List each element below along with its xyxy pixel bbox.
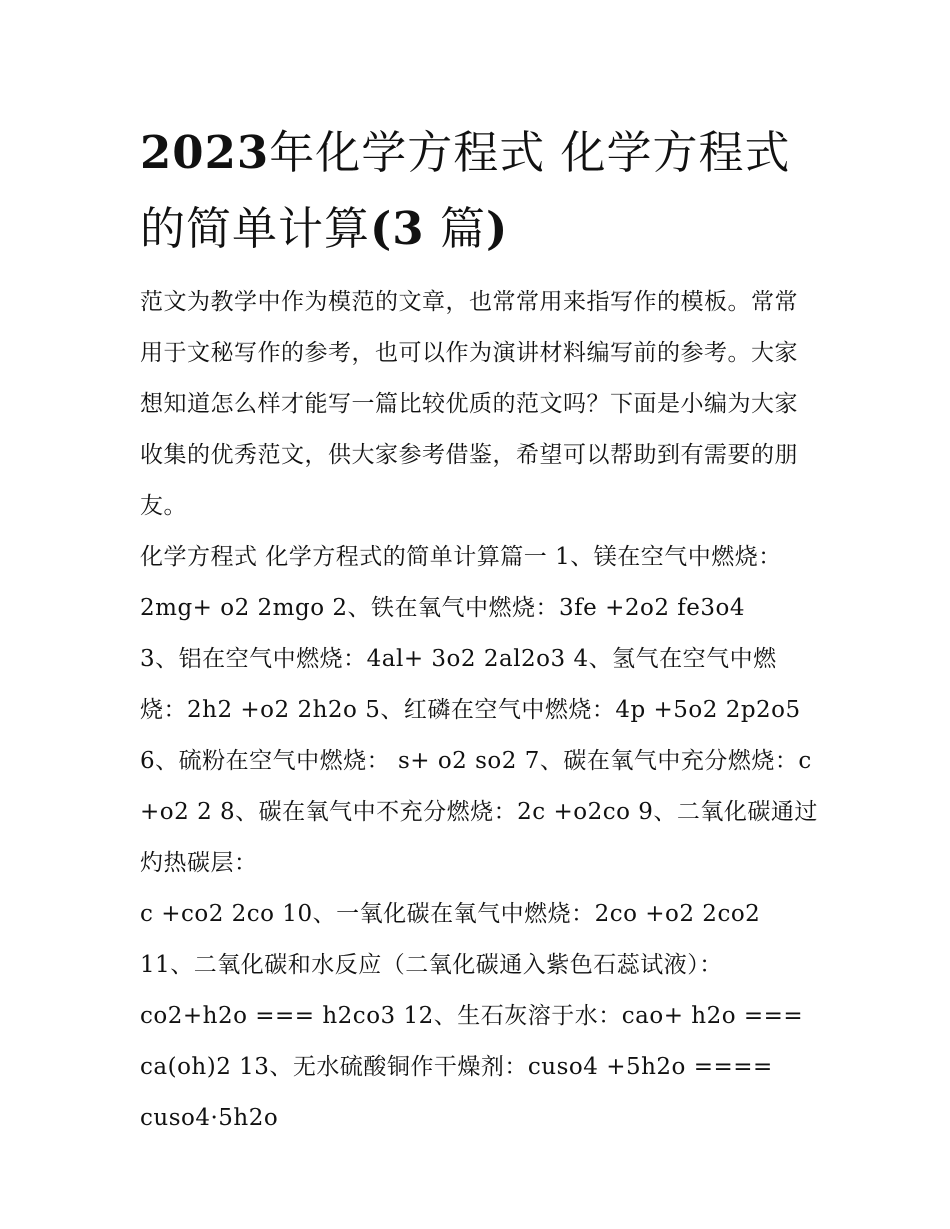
equation-paragraph-2: 3、铝在空气中燃烧：4al+ 3o2 2al2o3 4、氢气在空气中燃烧：2h2 +o2 2h2o 5、红磷在空气中燃烧：4p +5o2 2p2o5 [140,646,801,723]
title-count: (3 [370,202,425,255]
equation-paragraph-4: c +co2 2co 10、一氧化碳在氧气中燃烧：2co +o2 2co2 11、二氧化碳和水反应（二氧化碳通入紫色石蕊试液）：co2+h2o === h2co3 12、生石灰溶于水：cao+ h2o === ca(oh)2 13、无水硫酸铜作干燥剂：cuso4 +5h2o ==== cuso4·5h2o [140,901,804,1131]
equation-paragraph-1: 化学方程式 化学方程式的简单计算篇一 1、镁在空气中燃烧：2mg+ o2 2mgo 2、铁在氧气中燃烧：3fe +2o2 fe3o4 [140,544,782,621]
title-unit: 篇 [439,202,486,255]
title-year: 2023 [140,126,270,179]
equation-paragraph-3: 6、硫粉在空气中燃烧： s+ o2 so2 7、碳在氧气中充分燃烧：c +o2 2 8、碳在氧气中不充分燃烧：2c +o2co 9、二氧化碳通过灼热碳层： [140,748,818,876]
document-page [140,115,820,1144]
title-close: ) [485,202,509,255]
title-text: 年化学方程式 化学方程式的简单计算 [140,126,791,255]
intro-paragraph: 范文为教学中作为模范的文章，也常常用来指写作的模板。常常用于文秘写作的参考，也可以作为演讲材料编写前的参考。大家想知道怎么样才能写一篇比较优质的范文吗？下面是小编为大家收集的优秀范文，供大家参考借鉴，希望可以帮助到有需要的朋友。 [140,289,798,519]
document-title [140,115,820,267]
